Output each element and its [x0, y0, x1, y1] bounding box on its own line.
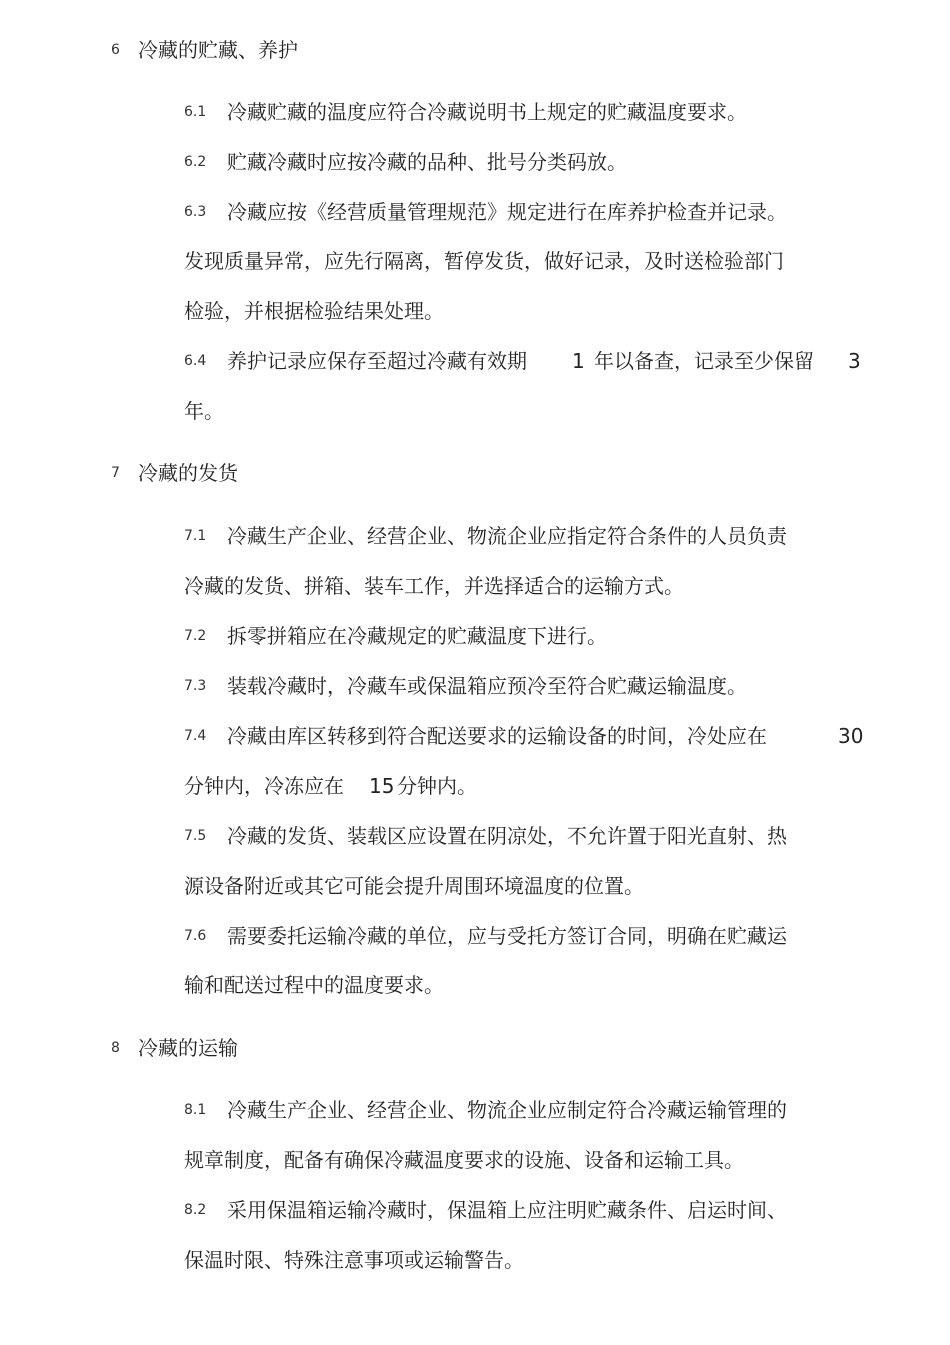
section-number: 6	[111, 42, 120, 58]
clause-text: 源设备附近或其它可能会提升周围环境温度的位置。	[184, 874, 644, 898]
clause-number: 6.2	[184, 154, 207, 170]
clause-6-1	[0, 97, 950, 127]
clause-text: 冷藏生产企业、经营企业、物流企业应制定符合冷藏运输管理的	[227, 1098, 787, 1122]
clause-text: 装载冷藏时，冷藏车或保温箱应预冷至符合贮藏运输温度。	[227, 674, 747, 698]
clause-number: 6.1	[184, 104, 207, 120]
clause-text: 分钟内，冷冻应在	[184, 774, 344, 798]
clause-text: 年。	[184, 399, 224, 423]
clause-6-4-continuation	[0, 396, 950, 426]
clause-7-3	[0, 671, 950, 701]
clause-7-5-continuation	[0, 871, 950, 901]
clause-number: 8.1	[184, 1102, 207, 1118]
clause-8-2	[0, 1195, 950, 1225]
section-number: 7	[111, 465, 120, 481]
clause-number-value: 30	[838, 724, 864, 748]
clause-7-2	[0, 621, 950, 651]
clause-8-1	[0, 1095, 950, 1125]
clause-7-6	[0, 921, 950, 951]
clause-text: 规章制度，配备有确保冷藏温度要求的设施、设备和运输工具。	[184, 1148, 744, 1172]
clause-6-3-continuation	[0, 296, 950, 326]
clause-number: 7.5	[184, 828, 207, 844]
clause-7-5	[0, 821, 950, 851]
clause-number-value: 1	[572, 349, 585, 373]
clause-number: 7.1	[184, 528, 207, 544]
clause-6-2	[0, 147, 950, 177]
section-title: 冷藏的运输	[138, 1036, 238, 1060]
clause-8-1-continuation	[0, 1145, 950, 1175]
clause-text: 冷藏的发货、拼箱、装车工作，并选择适合的运输方式。	[184, 574, 684, 598]
clause-6-3	[0, 197, 950, 227]
clause-text: 检验，并根据检验结果处理。	[184, 299, 444, 323]
clause-7-1-continuation	[0, 571, 950, 601]
clause-6-3-continuation	[0, 246, 950, 276]
clause-text: 冷藏的发货、装载区应设置在阴凉处，不允许置于阳光直射、热	[227, 824, 787, 848]
clause-7-4	[0, 721, 950, 751]
clause-7-6-continuation	[0, 970, 950, 1000]
clause-text: 拆零拼箱应在冷藏规定的贮藏温度下进行。	[227, 624, 607, 648]
clause-number: 8.2	[184, 1202, 207, 1218]
clause-number: 7.4	[184, 728, 207, 744]
clause-text: 冷藏生产企业、经营企业、物流企业应指定符合条件的人员负责	[227, 524, 787, 548]
section-title: 冷藏的贮藏、养护	[138, 38, 298, 62]
section-7-heading	[0, 458, 950, 488]
clause-number: 6.3	[184, 204, 207, 220]
clause-text: 年以备查，记录至少保留	[594, 349, 814, 373]
clause-text: 采用保温箱运输冷藏时，保温箱上应注明贮藏条件、启运时间、	[227, 1198, 787, 1222]
clause-7-1	[0, 521, 950, 551]
clause-6-4	[0, 346, 950, 376]
clause-number-value: 3	[848, 349, 861, 373]
clause-number: 7.3	[184, 678, 207, 694]
clause-text: 冷藏应按《经营质量管理规范》规定进行在库养护检查并记录。	[227, 200, 787, 224]
clause-text: 发现质量异常，应先行隔离，暂停发货，做好记录，及时送检验部门	[184, 249, 784, 273]
clause-text: 输和配送过程中的温度要求。	[184, 973, 444, 997]
section-number: 8	[111, 1040, 120, 1056]
clause-number: 6.4	[184, 353, 207, 369]
clause-text: 需要委托运输冷藏的单位，应与受托方签订合同，明确在贮藏运	[227, 924, 787, 948]
clause-7-4-continuation	[0, 771, 950, 801]
clause-text: 保温时限、特殊注意事项或运输警告。	[184, 1248, 524, 1272]
section-8-heading	[0, 1033, 950, 1063]
section-title: 冷藏的发货	[138, 461, 238, 485]
clause-8-2-continuation	[0, 1245, 950, 1275]
clause-text: 贮藏冷藏时应按冷藏的品种、批号分类码放。	[227, 150, 627, 174]
clause-text: 养护记录应保存至超过冷藏有效期	[227, 349, 527, 373]
clause-number-value: 15	[369, 774, 395, 798]
clause-text: 冷藏贮藏的温度应符合冷藏说明书上规定的贮藏温度要求。	[227, 100, 747, 124]
clause-number: 7.2	[184, 628, 207, 644]
clause-number: 7.6	[184, 928, 207, 944]
section-6-heading	[0, 35, 950, 65]
clause-text: 分钟内。	[397, 774, 477, 798]
clause-text: 冷藏由库区转移到符合配送要求的运输设备的时间，冷处应在	[227, 724, 767, 748]
